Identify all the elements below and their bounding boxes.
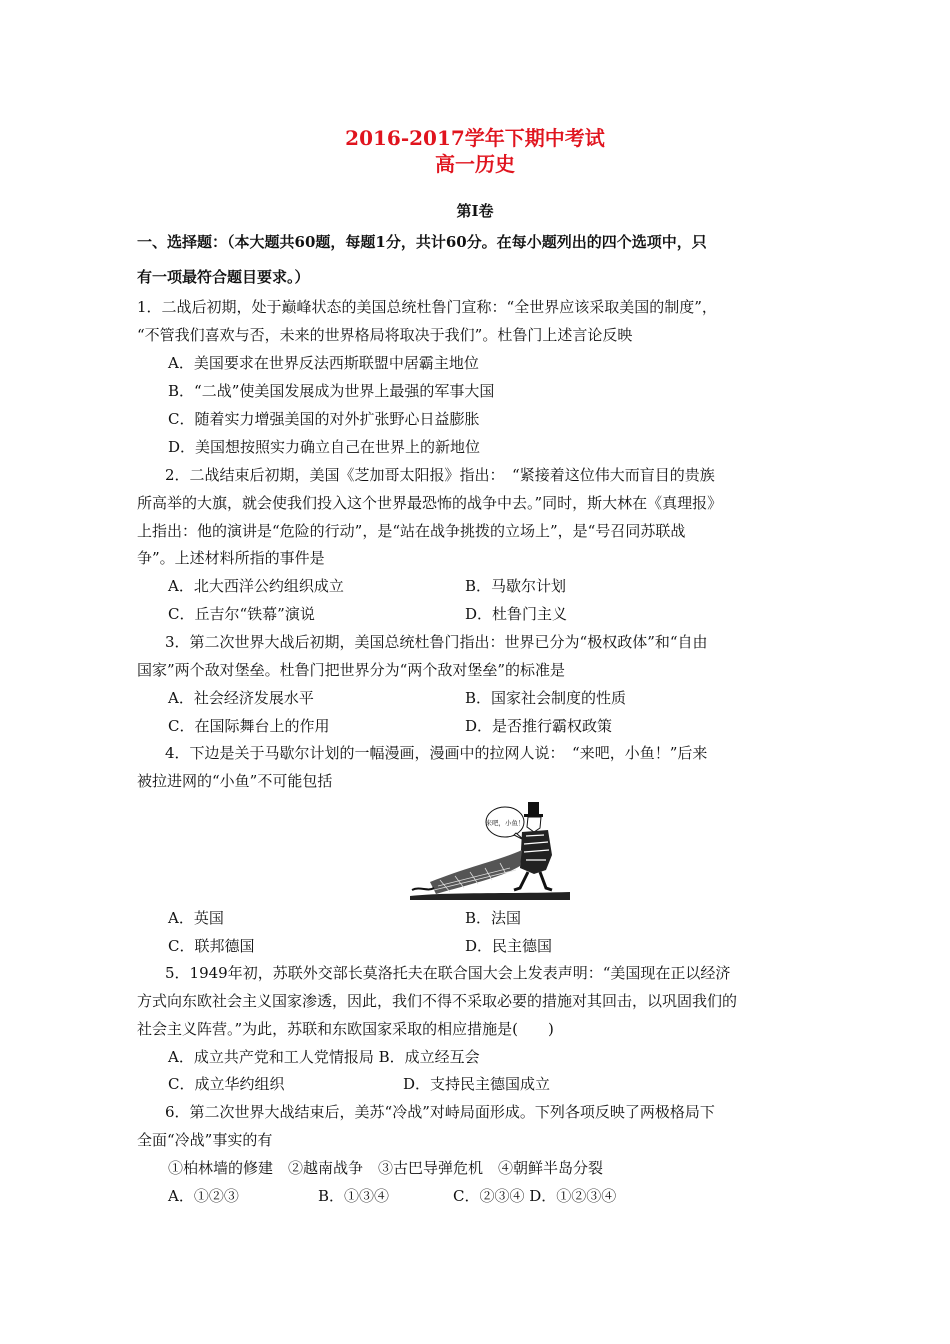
volume-heading: 第Ⅰ卷 [456,202,494,220]
q5-option-c: C．成立华约组织 [168,1075,285,1093]
cartoon-speech-text: 来吧，小鱼！ [485,819,525,827]
q5-option-d: D．支持民主德国成立 [403,1075,551,1093]
q1-stem-line1: 1．二战后初期，处于巅峰状态的美国总统杜鲁门宣称：“全世界应该采取美国的制度”， [137,298,717,316]
q6-option-a: A．①②③ [168,1187,239,1205]
q5-stem-line1: 5．1949年初，苏联外交部长莫洛托夫在联合国大会上发表声明：“美国现在正以经济 [165,964,731,982]
q2-option-b: B．马歇尔计划 [465,577,567,595]
q1-stem-line2: “不管我们喜欢与否，未来的世界格局将取决于我们”。杜鲁门上述言论反映 [137,326,633,344]
q6-option-cd: C．②③④ D．①②③④ [453,1187,617,1205]
q4-option-c: C．联邦德国 [168,937,255,955]
q2-stem-line2: 所高举的大旗，就会使我们投入这个世界最恐怖的战争中去。”同时，斯大林在《真理报》 [137,494,723,512]
q1-option-d: D．美国想按照实力确立自己在世界上的新地位 [168,438,481,456]
exam-title: 2016-2017学年下期中考试 [345,126,605,150]
q2-stem-line1: 2．二战结束后初期，美国《芝加哥太阳报》指出： “紧接着这位伟大而盲目的贵族 [165,466,715,484]
q1-option-a: A．美国要求在世界反法西斯联盟中居霸主地位 [168,354,479,372]
q2-option-a: A．北大西洋公约组织成立 [168,577,344,595]
marshall-plan-cartoon [410,800,570,900]
section-instruction-line2: 有一项最符合题目要求。） [137,268,310,286]
q2-stem-line3: 上指出：他的演讲是“危险的行动”，是“站在战争挑拨的立场上”，是“号召同苏联战 [137,522,686,540]
q2-option-d: D．杜鲁门主义 [465,605,568,623]
q5-stem-line2: 方式向东欧社会主义国家渗透，因此，我们不得不采取必要的措施对其回击，以巩固我们的 [137,992,738,1010]
subject-title: 高一历史 [435,152,515,176]
section-instruction-line1: 一、选择题：（本大题共60题，每题1分，共计60分。在每小题列出的四个选项中，只 [137,233,707,251]
q6-stem-line1: 6．第二次世界大战结束后，美苏“冷战”对峙局面形成。下列各项反映了两极格局下 [165,1103,715,1121]
q6-items: ①柏林墙的修建 ②越南战争 ③古巴导弹危机 ④朝鲜半岛分裂 [168,1159,604,1177]
q4-option-a: A．英国 [168,909,224,927]
q3-option-c: C．在国际舞台上的作用 [168,717,330,735]
q4-stem-line2: 被拉进网的“小鱼”不可能包括 [137,772,333,790]
q4-stem-line1: 4．下边是关于马歇尔计划的一幅漫画，漫画中的拉网人说： “来吧，小鱼！”后来 [165,744,708,762]
q3-option-d: D．是否推行霸权政策 [465,717,613,735]
q5-option-ab: A．成立共产党和工人党情报局 B．成立经互会 [168,1048,480,1066]
q3-stem-line1: 3．第二次世界大战后初期，美国总统杜鲁门指出：世界已分为“极权政体”和“自由 [165,633,708,651]
q6-option-b: B．①③④ [318,1187,390,1205]
q2-option-c: C．丘吉尔“铁幕”演说 [168,605,315,623]
q1-option-b: B．“二战”使美国发展成为世界上最强的军事大国 [168,382,495,400]
q2-stem-line4: 争”。上述材料所指的事件是 [137,549,325,567]
q5-stem-line3: 社会主义阵营。”为此，苏联和东欧国家采取的相应措施是( ) [137,1020,554,1038]
q4-option-d: D．民主德国 [465,937,553,955]
q4-option-b: B．法国 [465,909,522,927]
q3-option-a: A．社会经济发展水平 [168,689,314,707]
q3-stem-line2: 国家”两个敌对堡垒。杜鲁门把世界分为“两个敌对堡垒”的标准是 [137,661,566,679]
q1-option-c: C．随着实力增强美国的对外扩张野心日益膨胀 [168,410,480,428]
q3-option-b: B．国家社会制度的性质 [465,689,627,707]
q6-stem-line2: 全面“冷战”事实的有 [137,1131,273,1149]
